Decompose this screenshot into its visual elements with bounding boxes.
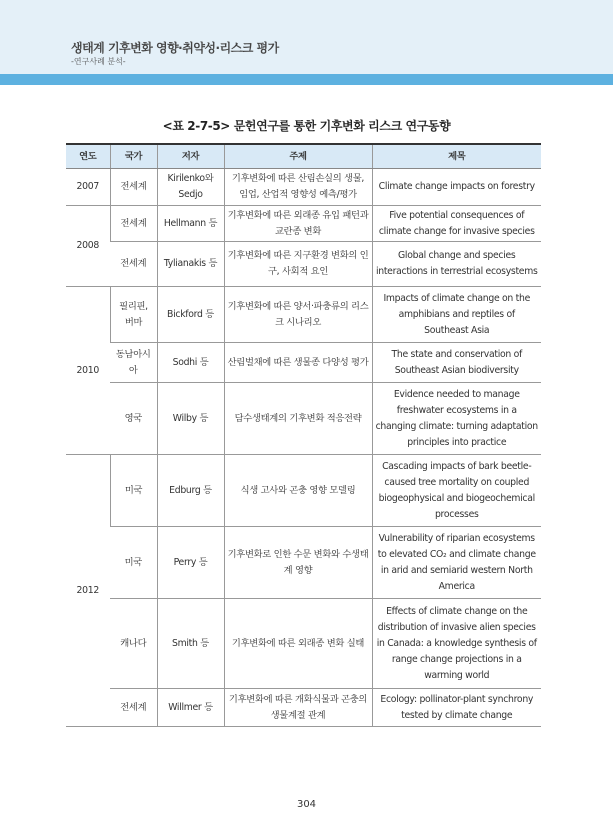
topic-cell: 기후변화에 따른 개화식물과 곤충의 생물계절 관계: [224, 689, 372, 727]
author-cell: Sodhi 등: [157, 343, 224, 383]
table-row: [66, 287, 541, 343]
col-author: 저자: [157, 144, 224, 169]
table-row: [66, 689, 541, 727]
col-topic: 주제: [224, 144, 372, 169]
year-cell: 2010: [66, 287, 110, 455]
page-header: [0, 0, 613, 74]
topic-cell: 식생 고사와 곤충 영향 모델링: [224, 455, 372, 527]
country-cell: 필리핀, 버마: [110, 287, 157, 343]
topic-cell: 기후변화에 따른 외래종 유입 패턴과 교란종 변화: [224, 206, 372, 242]
author-cell: Hellmann 등: [157, 206, 224, 242]
header-title: 생태계 기후변화 영향·취약성·리스크 평가: [71, 41, 279, 55]
title-cell: Five potential consequences of climate change for invasive species: [372, 206, 541, 242]
title-cell: Climate change impacts on forestry: [372, 169, 541, 206]
table-row: [66, 527, 541, 599]
table-row: [66, 343, 541, 383]
title-cell: Effects of climate change on the distribution of invasive alien species in Canada: a knowledge synthesis of range change projections in a warming world: [372, 599, 541, 689]
topic-cell: 기후변화에 따른 산림손실의 생물, 임업, 산업적 영향성 예측/평가: [224, 169, 372, 206]
col-title: 제목: [372, 144, 541, 169]
author-cell: Perry 등: [157, 527, 224, 599]
title-cell: Evidence needed to manage freshwater ecosystems in a changing climate: turning adaptation principles into practice: [372, 383, 541, 455]
page-number: 304: [296, 799, 317, 810]
title-cell: Cascading impacts of bark beetle-caused tree mortality on coupled biogeophysical and biogeochemical processes: [372, 455, 541, 527]
year-cell: 2007: [66, 169, 110, 206]
topic-cell: 기후변화에 따른 양서·파충류의 리스크 시나리오: [224, 287, 372, 343]
title-cell: Ecology: pollinator-plant synchrony tested by climate change: [372, 689, 541, 727]
title-cell: Global change and species interactions in terrestrial ecosystems: [372, 242, 541, 287]
country-cell: 전세계: [110, 206, 157, 242]
author-cell: Tylianakis 등: [157, 242, 224, 287]
table-row: [66, 242, 541, 287]
col-year: 연도: [66, 144, 110, 169]
author-cell: Wilby 등: [157, 383, 224, 455]
table-row: [66, 206, 541, 242]
title-cell: Vulnerability of riparian ecosystems to elevated CO₂ and climate change in arid and semiarid western North America: [372, 527, 541, 599]
header-subtitle: -연구사례 분석-: [71, 57, 126, 66]
topic-cell: 기후변화에 따른 지구환경 변화의 인구, 사회적 요인: [224, 242, 372, 287]
table-row: [66, 455, 541, 527]
table-row: [66, 599, 541, 689]
author-cell: Bickford 등: [157, 287, 224, 343]
author-cell: Kirilenko와 Sedjo: [157, 169, 224, 206]
author-cell: Edburg 등: [157, 455, 224, 527]
author-cell: Willmer 등: [157, 689, 224, 727]
research-table: [66, 143, 541, 727]
author-cell: Smith 등: [157, 599, 224, 689]
topic-cell: 기후변화로 인한 수문 변화와 수생태계 영향: [224, 527, 372, 599]
table-row: [66, 383, 541, 455]
title-cell: The state and conservation of Southeast Asian biodiversity: [372, 343, 541, 383]
country-cell: 미국: [110, 527, 157, 599]
country-cell: 영국: [110, 383, 157, 455]
country-cell: 전세계: [110, 169, 157, 206]
year-cell: 2012: [66, 455, 110, 727]
topic-cell: 기후변화에 따른 외래종 변화 실태: [224, 599, 372, 689]
table-row: [66, 169, 541, 206]
table-header-row: [66, 144, 541, 169]
country-cell: 캐나다: [110, 599, 157, 689]
table-caption: <표 2-7-5> 문헌연구를 통한 기후변화 리스크 연구동향: [162, 119, 451, 133]
country-cell: 미국: [110, 455, 157, 527]
topic-cell: 담수생태계의 기후변화 적응전략: [224, 383, 372, 455]
header-stripe: [0, 74, 613, 85]
country-cell: 동남아시아: [110, 343, 157, 383]
col-country: 국가: [110, 144, 157, 169]
topic-cell: 산림벌채에 따른 생물종 다양성 평가: [224, 343, 372, 383]
country-cell: 전세계: [110, 242, 157, 287]
title-cell: Impacts of climate change on the amphibians and reptiles of Southeast Asia: [372, 287, 541, 343]
year-cell: 2008: [66, 206, 110, 287]
country-cell: 전세계: [110, 689, 157, 727]
